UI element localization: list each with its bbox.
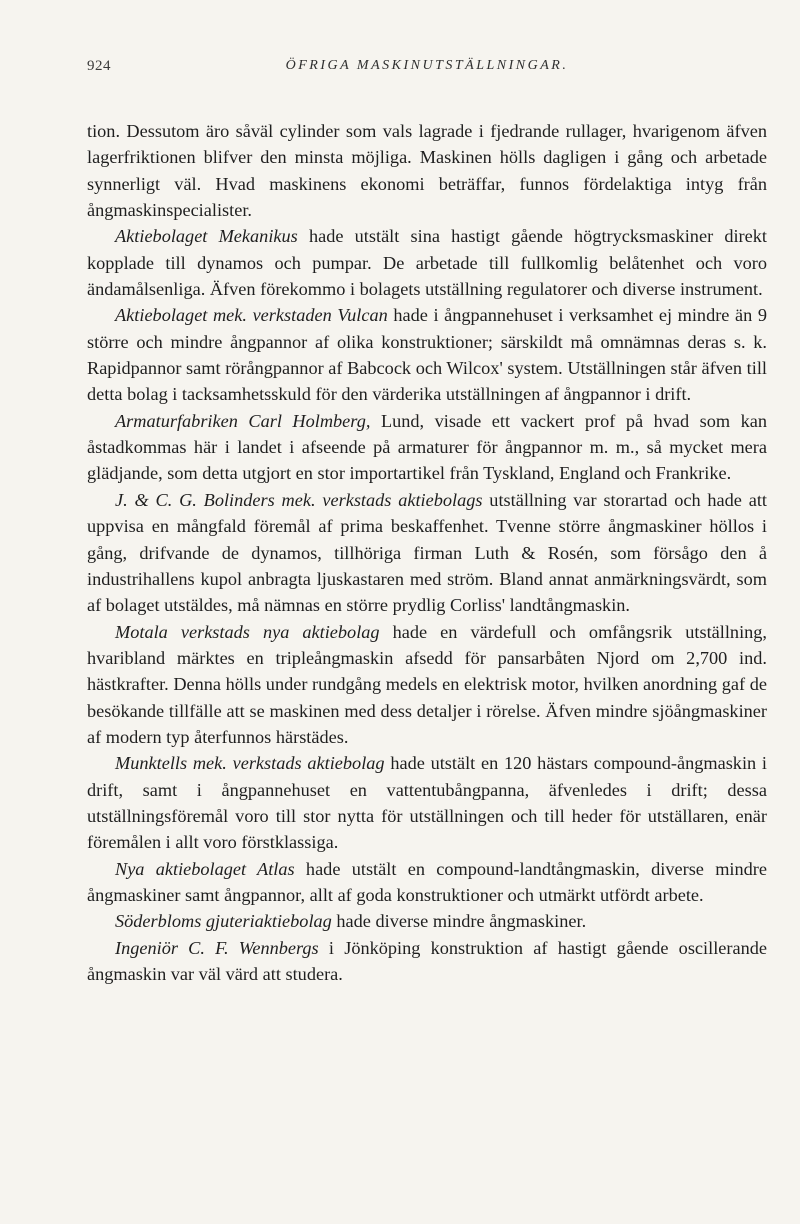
paragraph	[87, 856, 767, 909]
paragraph	[87, 118, 767, 223]
paragraph-lead: Armaturfabriken Carl Holmberg,	[115, 410, 371, 431]
paragraph	[87, 619, 767, 751]
paragraph-text: i Jönköping konstruktion af hastigt gående oscillerande ångmaskin var väl värd att studera.	[87, 937, 767, 984]
paragraph-lead: Ingeniör C. F. Wennbergs	[115, 937, 319, 958]
paragraph-text: hade en värdefull och omfångsrik utställning, hvaribland märktes en tripleångmaskin afsedd för pansarbåten Njord om 2,700 ind. hästkrafter. Denna hölls under rundgång medels en elektrisk motor, hvilken anordning gaf de besökande tillfälle att se maskinen med dess detaljer i rörelse. Äfven mindre sjöångmaskiner af modern typ återfunnos härstädes.	[87, 621, 767, 747]
paragraph-lead: J. & C. G. Bolinders mek. verkstads aktiebolags	[115, 489, 483, 510]
paragraph	[87, 302, 767, 407]
paragraph-text: hade i ångpannehuset i verksamhet ej mindre än 9 större och mindre ångpannor af olika konstruktioner; särskildt må omnämnas deras s. k. Rapidpannor samt rörångpannor af Babcock och Wilcox' system. Utställningen står äfven till detta bolag i tacksamhetsskuld för den värderika utställningen af ångpannor i drift.	[87, 305, 767, 405]
page-number: 924	[87, 58, 111, 74]
paragraph	[87, 408, 767, 487]
paragraph	[87, 935, 767, 988]
paragraph-lead: Motala verkstads nya aktiebolag	[115, 621, 380, 642]
paragraph-lead: Aktiebolaget mek. verkstaden Vulcan	[115, 305, 388, 326]
paragraph	[87, 487, 767, 619]
paragraph-text: hade diverse mindre ångmaskiner.	[331, 911, 587, 932]
paragraph-lead: Aktiebolaget Mekanikus	[115, 226, 298, 247]
paragraph-lead: Nya aktiebolaget Atlas	[115, 858, 295, 879]
paragraph	[87, 223, 767, 302]
body-text	[87, 118, 767, 987]
running-head: ÖFRIGA MASKINUTSTÄLLNINGAR.	[285, 58, 569, 73]
paragraph-text: hade utstält en 120 hästars compound-ångmaskin i drift, samt i ångpannehuset en vattentubångpanna, äfvenledes i drift; dessa utställningsföremål voro till stor nytta för utställningen och till heder för utställaren, enär föremålen i allt voro förstklassiga.	[87, 753, 767, 853]
paragraph	[87, 908, 767, 934]
paragraph	[87, 750, 767, 855]
paragraph-text: tion. Dessutom äro såväl cylinder som vals lagrade i fjedrande rullager, hvarigenom äfven lagerfriktionen blifver den minsta möjliga. Maskinen hölls dagligen i gång och arbetade synnerligt väl. Hvad maskinens ekonomi beträffar, funnos fördelaktiga intyg från ångmaskinspecialister.	[87, 121, 767, 221]
paragraph-text: Lund, visade ett vackert prof på hvad som kan åstadkommas här i landet i afseende på armaturer för ångpannor m. m., så mycket mera glädjande, som detta utgjort en stor importartikel från Tyskland, England och Frankrike.	[87, 410, 767, 484]
paragraph-text: hade utstält en compound-landtångmaskin, diverse mindre ångmaskiner samt ångpannor, allt af goda konstruktioner och utmärkt utfördt arbete.	[87, 858, 767, 905]
paragraph-text: utställning var storartad och hade att uppvisa en mångfald föremål af prima beskaffenhet. Tvenne större ångmaskiner höllos i gång, drifvande de dynamos, tillhöriga firman Luth & Rosén, som försågo den å industrihallens kupol anbragta ljuskastaren med ström. Bland annat anmärkningsvärdt, som af bolaget utstäldes, må nämnas en större prydlig Corliss' landtångmaskin.	[87, 489, 767, 616]
page-header	[87, 58, 767, 82]
paragraph-lead: Söderbloms gjuteriaktiebolag	[115, 911, 332, 932]
paragraph-lead: Munktells mek. verkstads aktiebolag	[115, 753, 385, 774]
paragraph-text: hade utstält sina hastigt gående högtrycksmaskiner direkt kopplade till dynamos och pumpar. De arbetade till fullkomlig belåtenhet och voro ändamålsenliga. Äfven förekommo i bolagets utställning regulatorer och diverse instrument.	[87, 226, 767, 300]
